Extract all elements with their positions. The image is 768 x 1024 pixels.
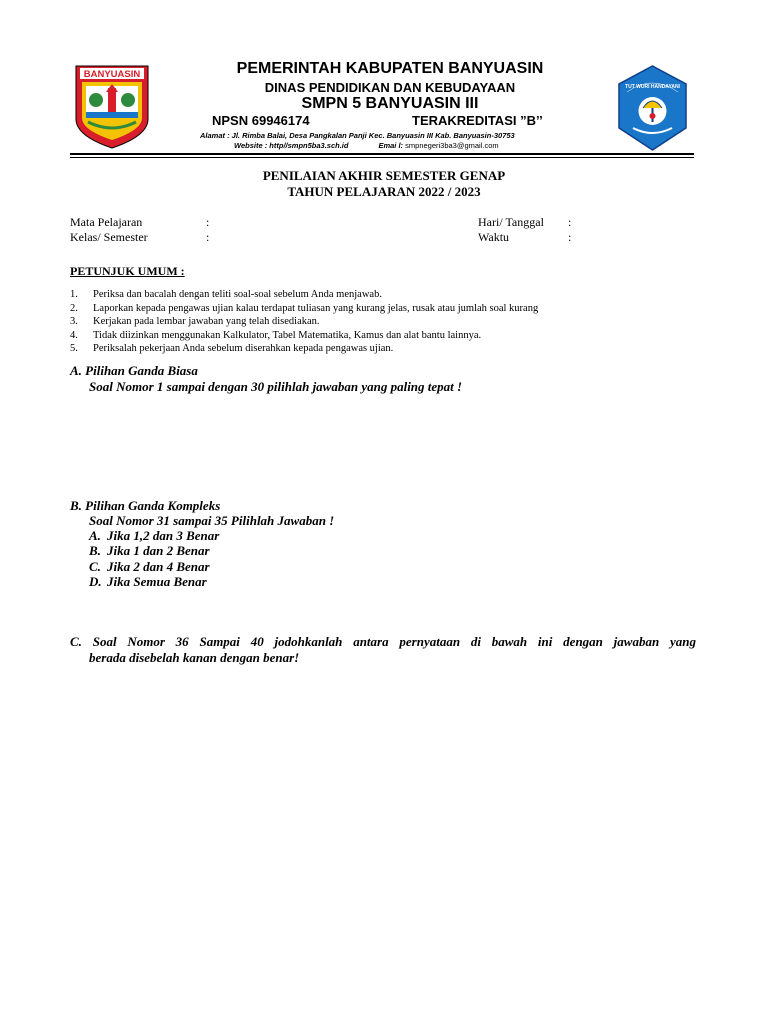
kop-pemerintah: PEMERINTAH KABUPATEN BANYUASIN (236, 60, 544, 77)
section-b-heading: B. Pilihan Ganda Kompleks (70, 498, 221, 513)
option-a: A. Jika 1,2 dan 3 Benar (89, 528, 220, 543)
academic-year: TAHUN PELAJARAN 2022 / 2023 (287, 184, 481, 199)
list-item: 4. Tidak diizinkan menggunakan Kalkulator, Tabel Matematika, Kamus dan alat bantu lainnya. (70, 329, 482, 341)
petunjuk-heading: PETUNJUK UMUM : (70, 264, 185, 278)
logo-banyuasin-text: BANYUASIN (83, 69, 141, 80)
waktu-colon: : (568, 230, 572, 244)
list-item: 2. Laporkan kepada pengawas ujian kalau terdapat tuliasan yang kurang jelas, rusak atau jumlah soal kurang (70, 302, 539, 314)
banyuasin-logo (74, 64, 150, 150)
waktu-label: Waktu (478, 230, 510, 244)
mapel-label: Mata Pelajaran (70, 215, 143, 229)
kelas-label: Kelas/ Semester (70, 230, 148, 244)
hari-colon: : (568, 215, 572, 229)
list-item: 3. Kerjakan pada lembar jawaban yang telah disediakan. (70, 316, 320, 327)
section-c-line1: C. Soal Nomor 36 Sampai 40 jodohkanlah antara pernyataan di bawah ini dengan jawaban yang (70, 634, 696, 649)
section-a-instruction: Soal Nomor 1 sampai dengan 30 pilihlah jawaban yang paling tepat ! (89, 379, 463, 394)
option-d: D. Jika Semua Benar (89, 574, 207, 589)
email-label: Emai l: (378, 141, 404, 150)
website-text: Website : http//smpn5ba3.sch.id (234, 141, 349, 150)
hari-label: Hari/ Tanggal (478, 215, 544, 229)
akreditasi-text: TERAKREDITASI ”B’’ (412, 113, 543, 128)
section-b-instruction: Soal Nomor 31 sampai 35 Pilihlah Jawaban ! (89, 513, 335, 528)
alamat-text: Alamat : Jl. Rimba Balai, Desa Pangkalan Panji Kec. Banyuasin III Kab. Banyuasin-30753 (200, 131, 515, 140)
tut-wuri-text: TUT WURI HANDAYANI (625, 84, 680, 90)
kop-divider-thin (70, 157, 694, 158)
email-value: smpnegeri3ba3@gmail.com (405, 141, 499, 150)
mapel-colon: : (206, 215, 210, 229)
kop-sekolah: SMPN 5 BANYUASIN III (301, 95, 479, 112)
npsn-text: NPSN 69946174 (212, 113, 310, 128)
tut-wuri-handayani-logo (617, 64, 688, 152)
section-c-line2: berada disebelah kanan dengan benar! (89, 650, 300, 665)
option-c: C. Jika 2 dan 4 Benar (89, 559, 210, 574)
kop-divider-thick (70, 153, 694, 155)
option-b: B. Jika 1 dan 2 Benar (89, 543, 210, 558)
list-item: 5. Periksalah pekerjaan Anda sebelum diserahkan kepada pengawas ujian. (70, 343, 394, 354)
exam-title: PENILAIAN AKHIR SEMESTER GENAP (262, 168, 506, 183)
kelas-colon: : (206, 230, 210, 244)
petunjuk-list (70, 288, 690, 356)
list-item: 1. Periksa dan bacalah dengan teliti soal-soal sebelum Anda menjawab. (70, 289, 382, 300)
contact-row (234, 141, 499, 150)
section-a-heading: A. Pilihan Ganda Biasa (70, 363, 198, 378)
kop-dinas: DINAS PENDIDIKAN DAN KEBUDAYAAN (264, 80, 516, 95)
